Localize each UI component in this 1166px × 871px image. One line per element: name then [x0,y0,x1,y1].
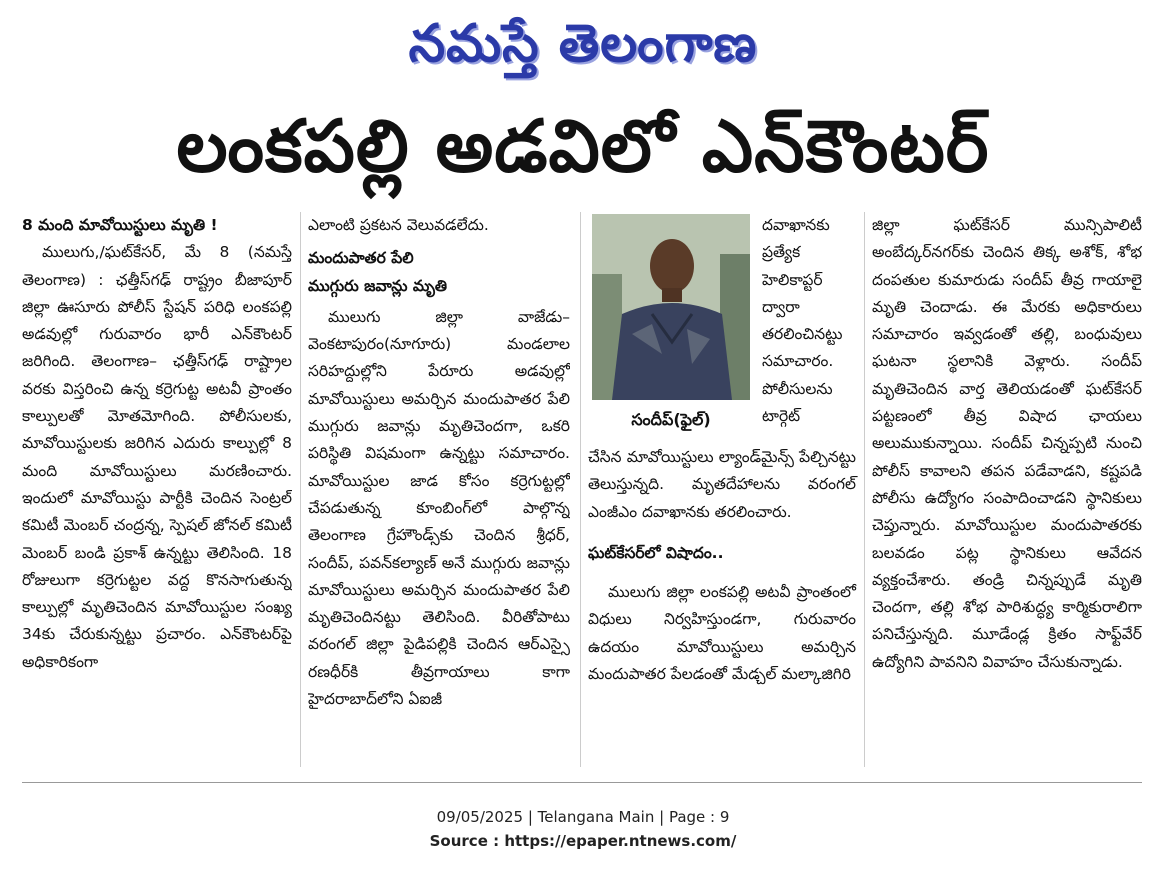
column-divider [300,212,301,767]
article-column-4 [872,212,1142,772]
article-column-3-wrap [762,212,858,442]
footer-source-link[interactable]: Source : https://epaper.ntnews.com/ [429,832,737,850]
newspaper-masthead: నమస్తే తెలంగాణ [408,14,758,74]
article-column-2 [308,212,570,772]
soldier-photo [592,214,750,400]
column-divider [580,212,581,767]
column-3-body-2: ములుగు జిల్లా లంకపల్లి అటవీ ప్రాంతంలో విధులు నిర్వహిస్తుండగా, గురువారం ఉదయం మావోయిస్టులు అమర్చిన మందుపాతర పేలడంతో మేడ్చల్ మల్కాజిగిరి [588,583,856,684]
footer-edition-info: 09/05/2025 | Telangana Main | Page : 9 [436,808,730,826]
article-column-1 [22,212,292,772]
column-2-subhead-line2: ముగ్గురు జవాన్లు మృతి [308,276,447,295]
column-2-body: ములుగు జిల్లా వాజేడు–వెంకటాపురం(నూగూరు) మండలాల సరిహద్దుల్లోని పేరూరు అడవుల్లో మావోయిస్టులు అమర్చిన మందుపాతర పేలి ముగ్గురు జవాన్లు మృతిచెందగా, ఒకరి పరిస్థితి విషమంగా ఉన్నట్టు సమాచారం. మావోయిస్టుల జాడ కోసం కర్రెగుట్టల్లో చేపడుతున్న కూంబింగ్‌లో పాల్గొన్న తెలంగాణ గ్రేహౌండ్స్‌కు చెందిన శ్రీధర్, సందీప్, పవన్‌కల్యాణ్ అనే ముగ్గురు జవాన్లు మావోయిస్టులు అమర్చిన మందుపాతర పేలి మృతిచెందినట్టు తెలిసింది. వీరితోపాటు వరంగల్ జిల్లా పైడిపల్లికి చెందిన ఆర్ఎస్సై రణధీర్‌కి తీవ్రగాయాలు కాగా హైదరాబాద్‌లోని ఏఐజీ [308,307,570,709]
column-4-body: జిల్లా ఘట్‌కేసర్ మున్సిపాలిటీ అంబేద్కర్‌నగర్‌కు చెందిన తిక్క అశోక్, శోభ దంపతుల కుమారుడు సందీప్ తీవ్ర గాయాలై మృతి చెందాడు. ఈ మేరకు అధికారులు సమాచారం ఇవ్వడంతో తల్లి, బంధువులు ఘటనా స్థలానికి వెళ్లారు. సందీప్ మృతిచెందిన వార్త తెలియడంతో ఘట్‌కేసర్ పట్టణంలో తీవ్ర విషాద ఛాయలు అలుముకున్నాయి. సందీప్ చిన్నప్పటి నుంచి పోలీస్ కావాలని తపన పడేవాడని, కష్టపడి పోలీసు ఉద్యోగం సంపాదించాడని స్థానికులు చెప్తున్నారు. మావోయిస్టుల మందుపాతరకు బలవడం పట్ల స్థానికులు ఆవేదన వ్యక్తంచేశారు. తండ్రి చిన్నప్పుడే మృతి చెందగా, తల్లి శోభ పారిశుద్ధ్య కార్మికురాలిగా పనిచేస్తున్నది. మూడేండ్ల క్రితం సాఫ్ట్‌వేర్ ఉద్యోగిని పావనిని వివాహం చేసుకున్నాడు. [872,216,1142,671]
article-column-3 [588,444,856,688]
column-1-subhead: 8 మంది మావోయిస్టులు మృతి ! [22,216,218,234]
column-2-lead: ఎలాంటి ప్రకటన వెలువడలేదు. [308,216,489,234]
article-headline: లంకపల్లి అడవిలో ఎన్‌కౌంటర్ [176,104,990,188]
column-3-body: చేసిన మావోయిస్టులు ల్యాండ్‌మైన్స్ పేల్చినట్టు తెలుస్తున్నది. మృతదేహాలను వరంగల్ ఎంజీఎం దవాఖానకు తరలించారు. [588,448,856,521]
column-2-subhead-line1: మందుపాతర పేలి [308,249,414,268]
column-divider [864,212,865,767]
photo-caption: సందీప్(ఫైల్) [631,410,711,429]
footer-divider [22,782,1142,783]
column-3-wrap-text: దవాఖానకు ప్రత్యేక హెలికాప్టర్ ద్వారా తరలించినట్టు సమాచారం. పోలీసులను టార్గెట్ [762,216,843,426]
column-1-body: ములుగు,/ఘట్‌కేసర్, మే 8 (నమస్తే తెలంగాణ) : ఛత్తీస్‌గఢ్ రాష్ట్రం బీజాపూర్ జిల్లా ఊసూరు పోలీస్ స్టేషన్ పరిధి లంకపల్లి అడవుల్లో గురువారం భారీ ఎన్‌కౌంటర్ జరిగింది. తెలంగాణ– ఛత్తీస్‌గఢ్ రాష్ట్రాల వరకు విస్తరించి ఉన్న కర్రెగుట్ట అటవీ ప్రాంతం కాల్పులతో మోతమోగింది. పోలీసులకు, మావోయిస్టులకు జరిగిన ఎదురు కాల్పుల్లో 8 మంది మావోయిస్టులు మరణించారు. ఇందులో మావోయిస్టు పార్టీకి చెందిన సెంట్రల్ కమిటీ మెంబర్ చంద్రన్న, స్పెషల్ జోనల్ కమిటీ మెంబర్ బండి ప్రకాశ్ ఉన్నట్టు తెలిసింది. 18 రోజులుగా కర్రెగుట్టల వద్ద కొనసాగుతున్న కాల్పుల్లో మృతిచెందిన మావోయిస్టుల సంఖ్య 34కు చేరుకున్నట్టు ప్రచారం. ఎన్‌కౌంటర్‌పై అధికారికంగా [22,243,292,671]
footer-source [0,832,1166,850]
column-3-subhead: ఘట్‌కేసర్‌లో విషాదం.. [588,543,724,562]
